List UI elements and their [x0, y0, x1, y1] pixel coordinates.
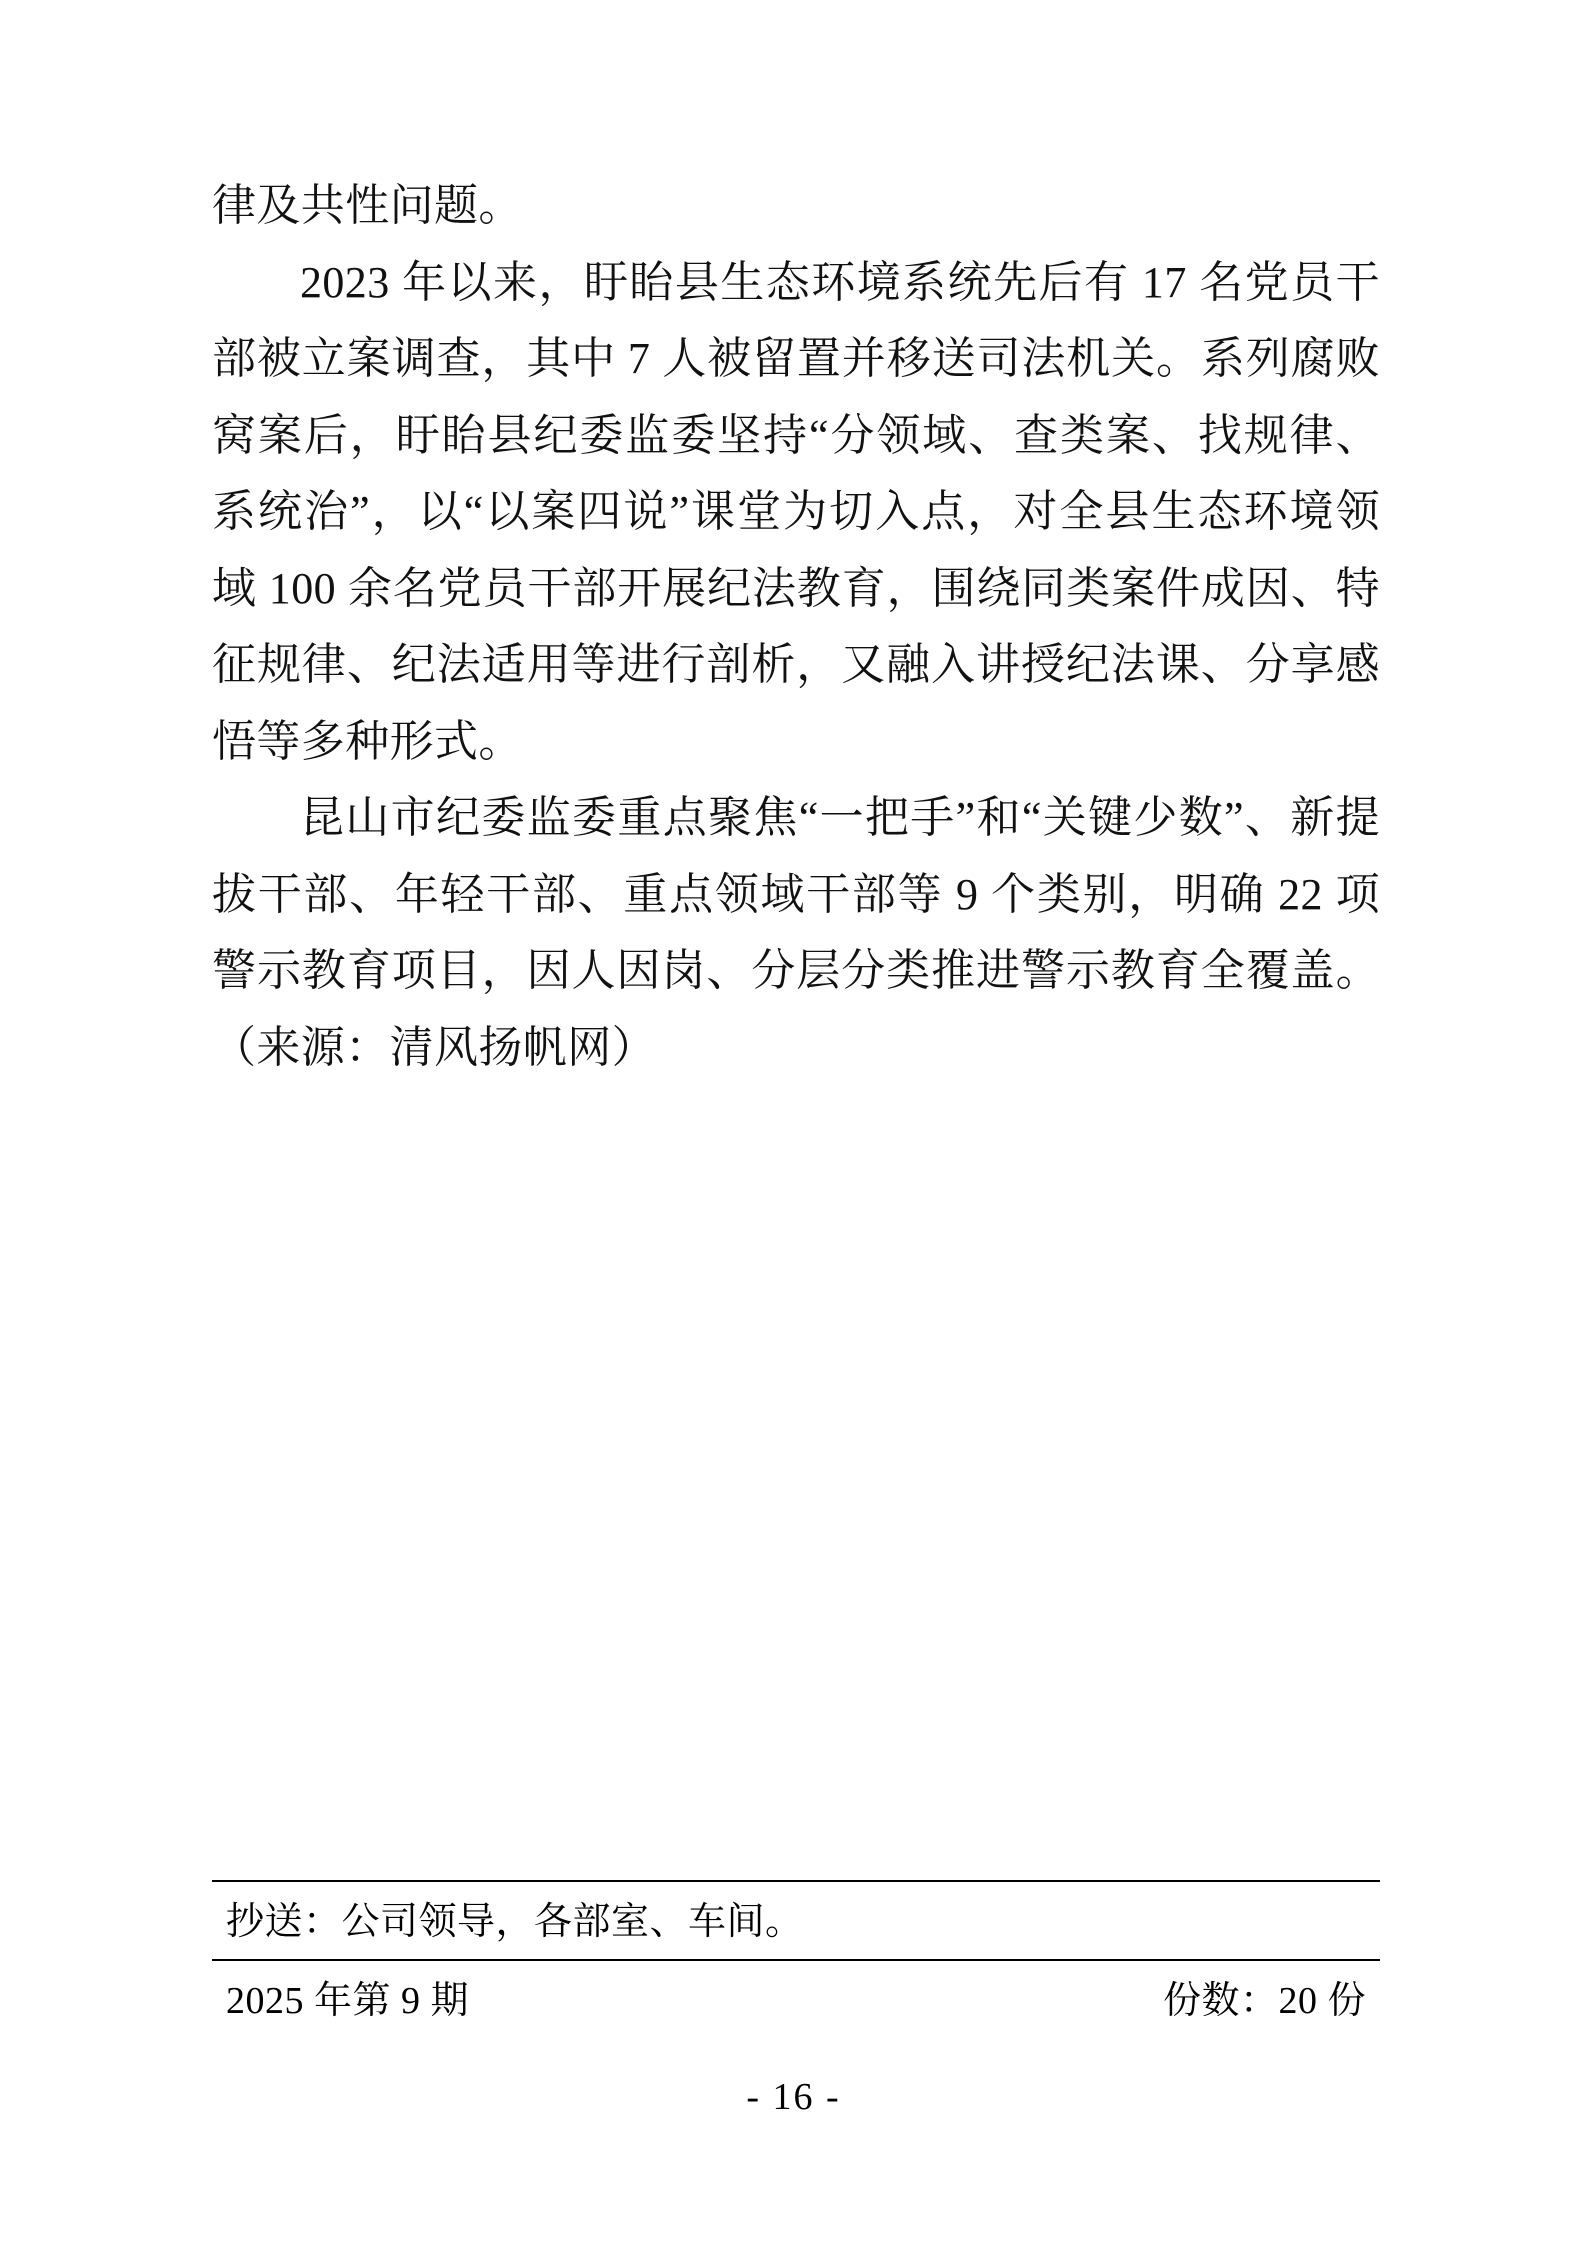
document-body: [212, 168, 1380, 1087]
footer-issue: 2025 年第 9 期: [226, 1979, 470, 2022]
paragraph: 律及共性问题。: [212, 181, 523, 230]
footer-copies: 份数：20 份: [1162, 1979, 1366, 2022]
paragraph: 2023 年以来，盱眙县生态环境系统先后有 17 名党员干部被立案调查，其中 7 人被留置并移送司法机关。系列腐败窝案后，盱眙县纪委监委坚持“分领域、查类案、找规律、系统治”，以“以案四说”课堂为切入点，对全县生态环境领域 100 余名党员干部开展纪法教育，围绕同类案件成因、特征规律、纪法适用等进行剖析，又融入讲授纪法课、分享感悟等多种形式。: [212, 257, 1380, 766]
document-footer: [212, 1880, 1380, 2032]
paragraph: 昆山市纪委监委重点聚焦“一把手”和“关键少数”、新提拔干部、年轻干部、重点领域干部等 9 个类别，明确 22 项警示教育项目，因人因岗、分层分类推进警示教育全覆盖。（来源：清风扬帆网）: [212, 793, 1380, 1073]
footer-meta-row: [212, 1961, 1380, 2032]
footer-distribution: 抄送：公司领导，各部室、车间。: [226, 1901, 804, 1943]
page-number: - 16 -: [746, 2076, 841, 2118]
